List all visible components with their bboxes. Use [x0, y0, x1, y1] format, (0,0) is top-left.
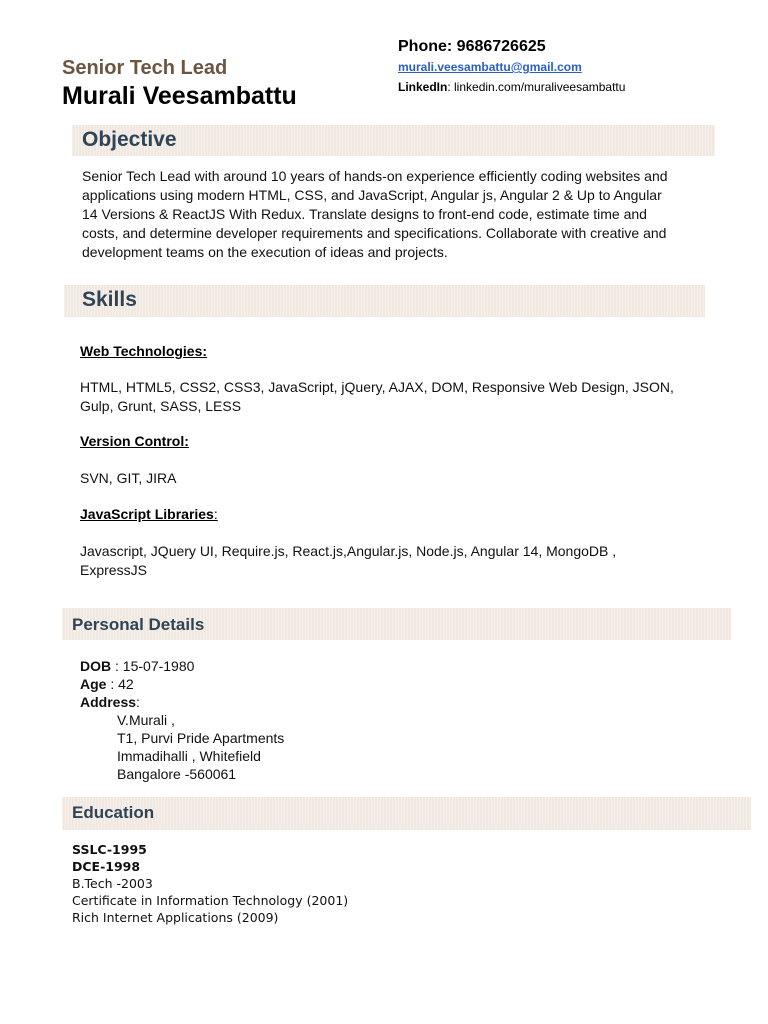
dob-label: DOB	[80, 658, 112, 674]
objective-text	[82, 167, 712, 262]
address-line: V.Murali ,	[117, 712, 175, 728]
phone-number: Phone: 9686726625	[398, 38, 546, 55]
objective-line: costs, and determine developer requirements and specifications. Collaborate with creative and	[82, 225, 667, 241]
education-item: SSLC-1995	[72, 842, 147, 857]
version-control-heading: Version Control:	[80, 433, 189, 449]
dob-value: : 15-07-1980	[111, 658, 195, 674]
web-technologies-text	[80, 378, 674, 416]
age-row	[80, 675, 284, 693]
js-libraries-colon: :	[213, 506, 218, 522]
objective-heading: Objective	[82, 128, 177, 151]
js-libraries-line: Javascript, JQuery UI, Require.js, React.js,Angular.js, Node.js, Angular 14, MongoDB ,	[80, 543, 617, 559]
job-title: Senior Tech Lead	[62, 57, 228, 79]
personal-details	[80, 657, 284, 783]
address-colon: :	[136, 694, 140, 710]
js-libraries-text	[80, 542, 616, 580]
education-item: Certificate in Information Technology (2001)	[72, 893, 349, 908]
objective-line: 14 Versions & ReactJS With Redux. Translate designs to front-end code, estimate time and	[82, 206, 647, 222]
skills-heading-bar	[64, 285, 705, 317]
education-heading-bar	[62, 797, 751, 830]
js-libraries-line: ExpressJS	[80, 562, 147, 578]
objective-line: applications using modern HTML, CSS, and JavaScript, Angular js, Angular 2 & Up to Angular	[82, 187, 662, 203]
address-row	[80, 693, 284, 711]
address-line: T1, Purvi Pride Apartments	[117, 730, 285, 746]
email-link[interactable]: murali.veesambattu@gmail.com	[398, 60, 582, 74]
education-item: DCE-1998	[72, 859, 141, 874]
education-heading: Education	[72, 803, 155, 822]
objective-line: Senior Tech Lead with around 10 years of hands-on experience efficiently coding websites and	[82, 168, 668, 184]
education-item: Rich Internet Applications (2009)	[72, 910, 279, 925]
address-line: Bangalore -560061	[117, 766, 237, 782]
objective-line: development teams on the execution of ideas and projects.	[82, 244, 448, 260]
age-value: : 42	[106, 676, 134, 692]
dob-row	[80, 657, 284, 675]
js-libraries-heading	[80, 506, 218, 522]
candidate-name: Murali Veesambattu	[62, 82, 297, 110]
personal-heading: Personal Details	[72, 615, 205, 634]
linkedin-label: LinkedIn	[398, 80, 448, 94]
js-libraries-label: JavaScript Libraries	[80, 506, 214, 522]
web-tech-line: HTML, HTML5, CSS2, CSS3, JavaScript, jQuery, AJAX, DOM, Responsive Web Design, JSON,	[80, 379, 674, 395]
web-technologies-heading: Web Technologies:	[80, 343, 208, 359]
web-tech-line: Gulp, Grunt, SASS, LESS	[80, 398, 242, 414]
age-label: Age	[80, 676, 107, 692]
address-line: Immadihalli , Whitefield	[117, 748, 261, 764]
linkedin-value: : linkedin.com/muraliveesambattu	[447, 80, 626, 94]
education-item: B.Tech -2003	[72, 876, 153, 891]
version-control-text: SVN, GIT, JIRA	[80, 470, 177, 486]
education-list	[72, 841, 348, 926]
address-lines	[80, 711, 284, 783]
linkedin-info	[398, 80, 625, 94]
address-label: Address	[80, 694, 137, 710]
skills-heading: Skills	[82, 288, 137, 311]
